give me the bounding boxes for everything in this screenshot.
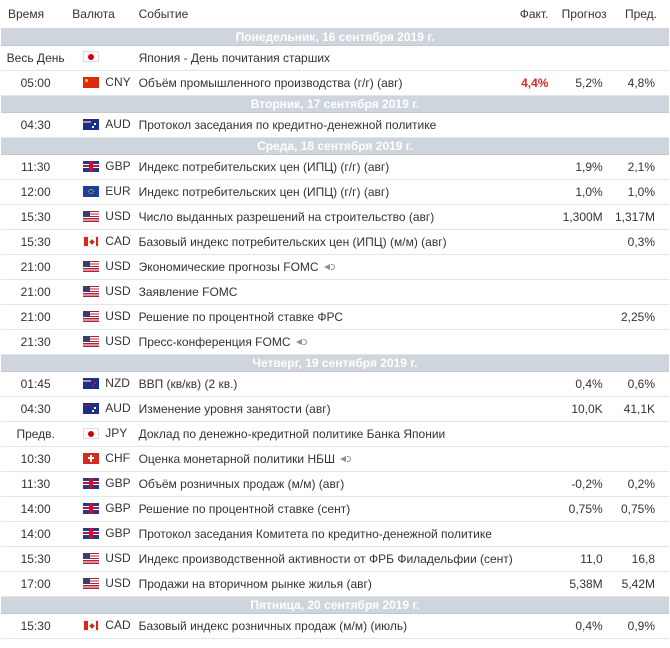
event-currency-cell — [70, 255, 134, 280]
event-currency-cell — [70, 497, 134, 522]
event-currency-cell — [70, 472, 134, 497]
event-previous: 2,1% — [607, 155, 669, 180]
event-name[interactable]: ВВП (кв/кв) (2 кв.) — [138, 377, 238, 391]
speech-icon — [295, 338, 309, 347]
event-row[interactable] — [1, 422, 669, 447]
event-name[interactable]: Протокол заседания по кредитно-денежной политике — [138, 118, 437, 132]
event-currency-cell — [70, 372, 134, 397]
gb-flag-icon — [83, 478, 99, 489]
header-actual[interactable]: Факт. — [514, 0, 548, 29]
event-actual — [514, 46, 548, 71]
event-name[interactable]: Изменение уровня занятости (авг) — [138, 402, 331, 416]
header-previous[interactable]: Пред. — [607, 0, 669, 29]
event-name-cell — [135, 422, 515, 447]
event-actual — [514, 280, 548, 305]
event-name-cell — [135, 522, 515, 547]
event-time: 21:30 — [1, 330, 70, 355]
currency-code: CAD — [105, 234, 131, 249]
currency-code: NZD — [105, 376, 130, 391]
currency-wrap — [70, 426, 127, 440]
event-currency-cell — [70, 305, 134, 330]
date-separator-row — [1, 96, 669, 113]
event-previous: 1,317M — [607, 205, 669, 230]
us-flag-icon — [83, 286, 99, 297]
event-name[interactable]: Индекс потребительских цен (ИПЦ) (г/г) (авг) — [138, 160, 390, 174]
event-name-cell — [135, 255, 515, 280]
event-previous — [607, 522, 669, 547]
currency-wrap — [70, 51, 105, 62]
event-row[interactable] — [1, 397, 669, 422]
event-row[interactable] — [1, 155, 669, 180]
event-row[interactable] — [1, 330, 669, 355]
event-name-cell — [135, 280, 515, 305]
event-time: 14:00 — [1, 522, 70, 547]
event-forecast — [548, 522, 606, 547]
event-actual — [514, 422, 548, 447]
event-time: 15:30 — [1, 230, 70, 255]
event-actual — [514, 155, 548, 180]
cn-flag-icon — [83, 77, 99, 88]
event-name-cell — [135, 46, 515, 71]
event-currency-cell — [70, 205, 134, 230]
event-currency-cell — [70, 547, 134, 572]
event-previous — [607, 280, 669, 305]
header-event[interactable]: Событие — [135, 0, 515, 29]
event-name-cell — [135, 113, 515, 138]
date-separator-row — [1, 355, 669, 372]
event-time: 05:00 — [1, 71, 70, 96]
event-previous: 0,6% — [607, 372, 669, 397]
event-time: 11:30 — [1, 472, 70, 497]
currency-wrap — [70, 334, 130, 348]
event-time: Весь День — [1, 46, 70, 71]
currency-wrap — [70, 476, 130, 490]
event-name[interactable]: Заявление FOMC — [138, 285, 238, 299]
event-previous — [607, 422, 669, 447]
event-name[interactable]: Базовый индекс потребительских цен (ИПЦ) (м/м) (авг) — [138, 235, 447, 249]
event-name[interactable]: Индекс производственной активности от ФРБ Филадельфии (сент) — [138, 552, 513, 566]
currency-wrap — [70, 618, 130, 632]
event-time: 15:30 — [1, 614, 70, 639]
event-row[interactable] — [1, 522, 669, 547]
header-currency[interactable]: Валюта — [70, 0, 134, 29]
event-previous — [607, 447, 669, 472]
event-name[interactable]: Решение по процентной ставке (сент) — [138, 502, 351, 516]
event-forecast: 1,300M — [548, 205, 606, 230]
gb-flag-icon — [83, 503, 99, 514]
event-time: 21:00 — [1, 305, 70, 330]
event-name[interactable]: Объём розничных продаж (м/м) (авг) — [138, 477, 345, 491]
event-previous: 16,8 — [607, 547, 669, 572]
event-name-cell — [135, 547, 515, 572]
jp-flag-icon — [83, 51, 99, 62]
event-forecast — [548, 280, 606, 305]
event-actual: 4,4% — [514, 71, 548, 96]
ca-flag-icon — [83, 620, 99, 631]
event-name-cell — [135, 614, 515, 639]
ca-flag-icon — [83, 236, 99, 247]
us-flag-icon — [83, 336, 99, 347]
event-forecast: 0,4% — [548, 614, 606, 639]
event-time: 11:30 — [1, 155, 70, 180]
event-actual — [514, 397, 548, 422]
event-name-cell — [135, 305, 515, 330]
event-previous — [607, 330, 669, 355]
event-row[interactable] — [1, 497, 669, 522]
event-name-cell — [135, 497, 515, 522]
event-actual — [514, 230, 548, 255]
event-forecast — [548, 46, 606, 71]
currency-code: CHF — [105, 451, 130, 466]
currency-code: GBP — [105, 476, 131, 491]
currency-wrap — [70, 501, 130, 515]
event-currency-cell — [70, 230, 134, 255]
event-actual — [514, 372, 548, 397]
currency-code: GBP — [105, 526, 131, 541]
event-forecast: 11,0 — [548, 547, 606, 572]
currency-wrap — [70, 551, 130, 565]
event-actual — [514, 305, 548, 330]
event-name-cell — [135, 397, 515, 422]
event-forecast — [548, 230, 606, 255]
event-forecast: -0,2% — [548, 472, 606, 497]
event-forecast — [548, 422, 606, 447]
currency-code: GBP — [105, 501, 131, 516]
date-label: Вторник, 17 сентября 2019 г. — [1, 96, 669, 113]
date-label: Среда, 18 сентября 2019 г. — [1, 138, 669, 155]
event-forecast: 1,0% — [548, 180, 606, 205]
currency-code: USD — [105, 551, 131, 566]
event-actual — [514, 330, 548, 355]
us-flag-icon — [83, 261, 99, 272]
header-forecast[interactable]: Прогноз — [548, 0, 606, 29]
jp-flag-icon — [83, 428, 99, 439]
event-currency-cell — [70, 422, 134, 447]
currency-code: USD — [105, 309, 131, 324]
event-previous — [607, 46, 669, 71]
event-name[interactable]: Пресс-конференция FOMC — [138, 335, 291, 349]
event-forecast: 10,0K — [548, 397, 606, 422]
event-forecast — [548, 330, 606, 355]
currency-code: USD — [105, 576, 131, 591]
currency-wrap — [70, 376, 130, 390]
event-time: 04:30 — [1, 397, 70, 422]
currency-code: CAD — [105, 618, 131, 633]
event-forecast — [548, 255, 606, 280]
event-previous: 5,42M — [607, 572, 669, 597]
currency-code: EUR — [105, 184, 131, 199]
event-actual — [514, 497, 548, 522]
calendar-body — [1, 29, 669, 639]
event-currency-cell — [70, 113, 134, 138]
event-time: 01:45 — [1, 372, 70, 397]
table-header-row — [1, 0, 669, 29]
currency-code: AUD — [105, 401, 131, 416]
event-name-cell — [135, 205, 515, 230]
currency-wrap — [70, 234, 130, 248]
event-name[interactable]: Оценка монетарной политики НБШ — [138, 452, 335, 466]
event-row[interactable] — [1, 46, 669, 71]
event-time: 15:30 — [1, 205, 70, 230]
event-row[interactable] — [1, 255, 669, 280]
currency-code: USD — [105, 259, 131, 274]
event-name[interactable]: Базовый индекс розничных продаж (м/м) (июль) — [138, 619, 408, 633]
date-label: Четверг, 19 сентября 2019 г. — [1, 355, 669, 372]
event-actual — [514, 255, 548, 280]
event-name[interactable]: Протокол заседания Комитета по кредитно-денежной политике — [138, 527, 492, 541]
currency-wrap — [70, 576, 130, 590]
event-time: 15:30 — [1, 547, 70, 572]
event-forecast: 0,75% — [548, 497, 606, 522]
currency-wrap — [70, 309, 130, 323]
event-actual — [514, 113, 548, 138]
currency-wrap — [70, 259, 130, 273]
event-actual — [514, 522, 548, 547]
event-currency-cell — [70, 572, 134, 597]
date-separator-row — [1, 29, 669, 46]
currency-wrap — [70, 401, 130, 415]
event-name[interactable]: Решение по процентной ставке ФРС — [138, 310, 344, 324]
event-currency-cell — [70, 330, 134, 355]
event-name[interactable]: Объём промышленного производства (г/г) (авг) — [138, 76, 403, 90]
gb-flag-icon — [83, 528, 99, 539]
event-previous: 41,1K — [607, 397, 669, 422]
event-row[interactable] — [1, 205, 669, 230]
event-row[interactable] — [1, 447, 669, 472]
currency-wrap — [70, 159, 130, 173]
event-time: 04:30 — [1, 113, 70, 138]
event-currency-cell — [70, 46, 134, 71]
event-previous — [607, 255, 669, 280]
header-time[interactable]: Время — [1, 0, 70, 29]
currency-code: USD — [105, 209, 131, 224]
currency-code: USD — [105, 284, 131, 299]
event-previous: 4,8% — [607, 71, 669, 96]
us-flag-icon — [83, 578, 99, 589]
event-row[interactable] — [1, 472, 669, 497]
currency-code: JPY — [105, 426, 128, 441]
event-actual — [514, 180, 548, 205]
event-time: 21:00 — [1, 280, 70, 305]
event-name[interactable]: Продажи на вторичном рынке жилья (авг) — [138, 577, 372, 591]
event-currency-cell — [70, 614, 134, 639]
event-actual — [514, 572, 548, 597]
event-actual — [514, 547, 548, 572]
currency-wrap — [70, 75, 130, 89]
event-currency-cell — [70, 397, 134, 422]
event-name[interactable]: Экономические прогнозы FOMC — [138, 260, 319, 274]
currency-wrap — [70, 184, 130, 198]
event-row[interactable] — [1, 572, 669, 597]
currency-code: AUD — [105, 117, 131, 132]
us-flag-icon — [83, 211, 99, 222]
event-row[interactable] — [1, 71, 669, 96]
event-currency-cell — [70, 522, 134, 547]
event-forecast — [548, 447, 606, 472]
event-forecast: 5,38M — [548, 572, 606, 597]
event-previous: 0,3% — [607, 230, 669, 255]
event-name-cell — [135, 230, 515, 255]
gb-flag-icon — [83, 161, 99, 172]
currency-wrap — [70, 526, 130, 540]
event-actual — [514, 205, 548, 230]
currency-wrap — [70, 451, 130, 465]
economic-calendar-table — [1, 0, 669, 639]
event-name[interactable]: Доклад по денежно-кредитной политике Банка Японии — [138, 427, 446, 441]
eu-flag-icon — [83, 186, 99, 197]
date-label: Понедельник, 16 сентября 2019 г. — [1, 29, 669, 46]
us-flag-icon — [83, 311, 99, 322]
currency-code: USD — [105, 334, 131, 349]
us-flag-icon — [83, 553, 99, 564]
event-name[interactable]: Япония - День почитания старших — [138, 51, 331, 65]
event-row[interactable] — [1, 280, 669, 305]
event-name-cell — [135, 180, 515, 205]
event-row[interactable] — [1, 230, 669, 255]
event-name-cell — [135, 472, 515, 497]
event-previous: 0,9% — [607, 614, 669, 639]
event-time: 14:00 — [1, 497, 70, 522]
event-name[interactable]: Индекс потребительских цен (ИПЦ) (г/г) (авг) — [138, 185, 390, 199]
event-currency-cell — [70, 155, 134, 180]
event-actual — [514, 472, 548, 497]
event-currency-cell — [70, 447, 134, 472]
event-name-cell — [135, 447, 515, 472]
au-flag-icon — [83, 403, 99, 414]
speech-icon — [323, 263, 337, 272]
event-time: 12:00 — [1, 180, 70, 205]
event-forecast: 0,4% — [548, 372, 606, 397]
event-actual — [514, 614, 548, 639]
event-time: 10:30 — [1, 447, 70, 472]
event-row[interactable] — [1, 305, 669, 330]
currency-code: GBP — [105, 159, 131, 174]
au-flag-icon — [83, 119, 99, 130]
currency-code: CNY — [105, 75, 131, 90]
event-currency-cell — [70, 180, 134, 205]
event-name[interactable]: Число выданных разрешений на строительство (авг) — [138, 210, 435, 224]
event-forecast: 5,2% — [548, 71, 606, 96]
event-row[interactable] — [1, 614, 669, 639]
event-previous — [607, 113, 669, 138]
nz-flag-icon — [83, 378, 99, 389]
event-time: Предв. — [1, 422, 70, 447]
currency-wrap — [70, 209, 130, 223]
currency-wrap — [70, 284, 130, 298]
event-previous: 1,0% — [607, 180, 669, 205]
event-actual — [514, 447, 548, 472]
event-forecast — [548, 113, 606, 138]
event-row[interactable] — [1, 547, 669, 572]
date-separator-row — [1, 138, 669, 155]
date-separator-row — [1, 597, 669, 614]
event-previous: 0,2% — [607, 472, 669, 497]
event-forecast — [548, 305, 606, 330]
event-name-cell — [135, 372, 515, 397]
event-time: 17:00 — [1, 572, 70, 597]
ch-flag-icon — [83, 453, 99, 464]
event-name-cell — [135, 572, 515, 597]
event-time: 21:00 — [1, 255, 70, 280]
speech-icon — [339, 455, 353, 464]
event-name-cell — [135, 330, 515, 355]
event-currency-cell — [70, 280, 134, 305]
event-previous: 0,75% — [607, 497, 669, 522]
date-label: Пятница, 20 сентября 2019 г. — [1, 597, 669, 614]
event-row[interactable] — [1, 113, 669, 138]
event-row[interactable] — [1, 372, 669, 397]
currency-wrap — [70, 117, 130, 131]
event-forecast: 1,9% — [548, 155, 606, 180]
event-name-cell — [135, 71, 515, 96]
event-currency-cell — [70, 71, 134, 96]
event-previous: 2,25% — [607, 305, 669, 330]
event-row[interactable] — [1, 180, 669, 205]
event-name-cell — [135, 155, 515, 180]
